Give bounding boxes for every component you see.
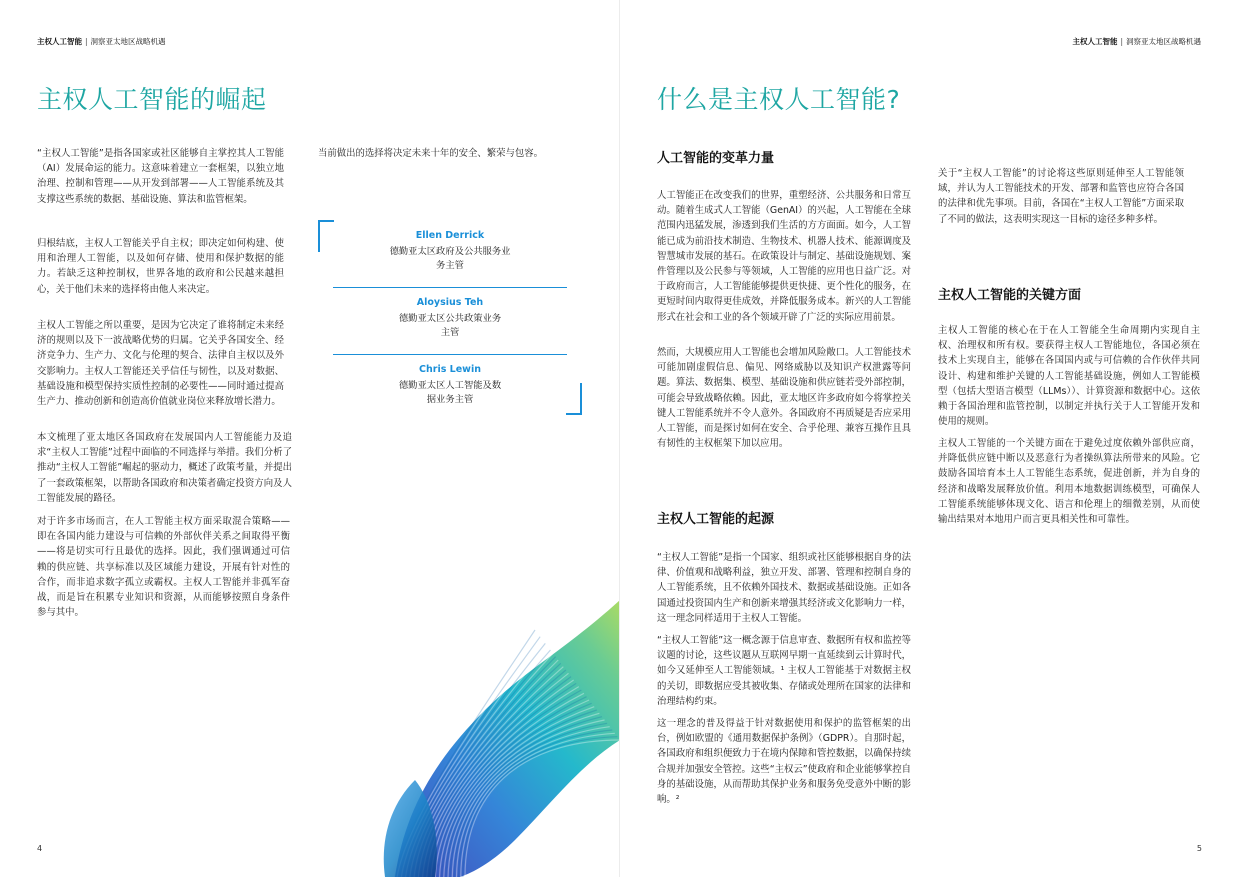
contact-card bbox=[333, 364, 567, 406]
contacts-box bbox=[318, 220, 582, 415]
contact-role: 德勤亚太区人工智能及数据业务主管 bbox=[398, 380, 502, 405]
header-section: 主权人工智能 bbox=[1072, 37, 1118, 46]
section-heading: 主权人工智能的起源 bbox=[657, 512, 775, 527]
bracket-decoration bbox=[566, 383, 582, 415]
section-heading: 人工智能的变革力量 bbox=[657, 151, 775, 166]
contact-name: Chris Lewin bbox=[419, 364, 481, 375]
page-number: 4 bbox=[37, 844, 43, 853]
page-title: 什么是主权人工智能? bbox=[657, 85, 901, 114]
body-paragraph: 然而，大规模应用人工智能也会增加风险敞口。人工智能技术可能加剧虚假信息、偏见、网络威胁以及知识产权泄露等问题。算法、数据集、模型、基础设施和供应链若受外部控制，可能会导致战略依赖。因此，亚太地区许多政府如今将掌控关键人工智能系统并不令人意外。各国政府不再质疑是否应采用人工智能，而是探讨如何在安全、合乎伦理、兼容互操作且具有韧性的主权框架下加以应用。 bbox=[657, 347, 911, 450]
wave-ribbon-graphic bbox=[365, 590, 620, 877]
header-section: 主权人工智能 bbox=[37, 37, 82, 46]
contact-card bbox=[333, 230, 567, 272]
body-paragraph: “主权人工智能”是指一个国家、组织或社区能够根据自身的法律、价值观和战略利益，独立开发、部署、管理和控制自身的人工智能系统，且不依赖外国技术、数据或基础设施。正如各国通过投资国内生产和创新来增强其经济或文化影响力一样，这一理念同样适用于主权人工智能。 bbox=[657, 552, 911, 624]
header-doc-title: 洞察亚太地区战略机遇 bbox=[90, 37, 166, 46]
contact-role: 德勤亚太区政府及公共服务业务主管 bbox=[389, 246, 511, 271]
contact-divider bbox=[333, 354, 567, 355]
contact-name: Aloysius Teh bbox=[416, 297, 484, 308]
section-heading: 主权人工智能的关键方面 bbox=[938, 288, 1082, 303]
contact-name: Ellen Derrick bbox=[415, 230, 485, 241]
body-paragraph: 归根结底，主权人工智能关乎自主权；即决定如何构建、使用和治理人工智能，以及如何存储、使用和保护数据的能力。若缺乏这种控制权，世界各地的政府和公民越来越担心，关于他们未来的选择将由他人来决定。 bbox=[37, 238, 284, 295]
body-paragraph: “主权人工智能”这一概念源于信息审查、数据所有权和监控等议题的讨论，这些议题从互联网早期一直延续到云计算时代，如今又延伸至人工智能领域。¹ 主权人工智能基于对数据主权的关切，即数据应受其被收集、存储或处理所在国家的法律和治理结构约束。 bbox=[657, 635, 911, 707]
running-header bbox=[37, 36, 166, 47]
running-header bbox=[1072, 36, 1201, 47]
header-separator: | bbox=[85, 37, 88, 46]
body-paragraph: 主权人工智能的核心在于在人工智能全生命周期内实现自主权、治理权和所有权。要获得主权人工智能地位，各国必须在技术上实现自主，能够在各国国内或与可信赖的合作伙伴共同设计、构建和维护关键的人工智能基础设施，例如人工智能模型（包括大型语言模型（LLMs））、计算资源和数据中心。这依赖于各国治理和监管控制，以制定并执行关于人工智能开发和使用的规则。 bbox=[938, 325, 1200, 428]
contact-divider bbox=[333, 287, 567, 288]
contact-role: 德勤亚太区公共政策业务主管 bbox=[398, 313, 502, 338]
wave-ribbon-illustration bbox=[365, 590, 620, 877]
header-doc-title: 洞察亚太地区战略机遇 bbox=[1126, 37, 1201, 46]
page-title: 主权人工智能的崛起 bbox=[37, 85, 267, 114]
body-paragraph: “主权人工智能”是指各国家或社区能够自主掌控其人工智能（AI）发展命运的能力。这意味着建立一套框架，以独立地治理、控制和管理——从开发到部署——人工智能系统及其支撑这些系统的数据、基础设施、算法和监管框架。 bbox=[37, 148, 284, 205]
body-paragraph: 人工智能正在改变我们的世界，重塑经济、公共服务和日常互动。随着生成式人工智能（GenAI）的兴起，人工智能在全球范围内迅猛发展，渗透到我们生活的方方面面。如今，人工智能已成为前沿技术制造、生物技术、机器人技术、能源调度及智慧城市发展的基石。在政策设计与制定、基础设施规划、案件管理以及公民参与等领域，人工智能的应用也日益广泛。对于政府而言，人工智能能够提供更快捷、更个性化的服务，在更短时间内取得更佳成效，并降低服务成本。新兴的人工智能形式在社会和工业的各个领域开辟了广泛的实际应用前景。 bbox=[657, 190, 911, 323]
body-paragraph: 这一理念的普及得益于针对数据使用和保护的监管框架的出台，例如欧盟的《通用数据保护条例》（GDPR）。自那时起，各国政府和组织便致力于在境内保障和管控数据，以确保持续合规并加强安全管控。这些“主权云”使政府和企业能够掌控自身的基础设施，从而帮助其保护业务和服务免受意外中断的影响。² bbox=[657, 718, 911, 806]
column-two-text: 当前做出的选择将决定未来十年的安全、繁荣与包容。 bbox=[318, 148, 544, 159]
right-page bbox=[620, 0, 1240, 877]
page-number: 5 bbox=[1196, 844, 1202, 853]
bracket-decoration bbox=[318, 220, 334, 252]
contact-card bbox=[333, 297, 567, 339]
body-paragraph: 关于“主权人工智能”的讨论将这些原则延伸至人工智能领域，并认为人工智能技术的开发、部署和监管也应符合各国的法律和优先事项。目前，各国在“主权人工智能”方面采取了不同的做法，这表明实现这一目标的途径多种多样。 bbox=[938, 168, 1184, 225]
body-paragraph: 主权人工智能的一个关键方面在于避免过度依赖外部供应商，并降低供应链中断以及恶意行为者操纵算法所带来的风险。它鼓励各国培育本土人工智能生态系统，促进创新，并为自身的经济和战略发展释放价值。利用本地数据训练模型，可确保人工智能系统能够体现文化、语言和伦理上的细微差别，从而使输出结果对本地用户而言更具相关性和可靠性。 bbox=[938, 438, 1200, 526]
body-paragraph: 本文梳理了亚太地区各国政府在发展国内人工智能能力及追求“主权人工智能”过程中面临的不同选择与举措。我们分析了推动“主权人工智能”崛起的驱动力，概述了政策考量，并提出了一套政策框架，以帮助各国政府和决策者确定投资方向及人工智能发展的路径。 bbox=[37, 432, 292, 504]
body-paragraph: 对于许多市场而言，在人工智能主权方面采取混合策略——即在各国内能力建设与可信赖的外部伙伴关系之间取得平衡——将是切实可行且最优的选择。因此，我们强调通过可信赖的供应链、共享标准以及区域能力建设，开展有针对性的合作，而非追求数字孤立或霸权。主权人工智能并非孤军奋战，而是旨在积累专业知识和资源，从而能够按照自身条件参与其中。 bbox=[37, 516, 290, 619]
body-paragraph: 主权人工智能之所以重要，是因为它决定了谁将制定未来经济的规则以及下一波战略优势的归属。它关乎各国安全、经济竞争力、生产力、文化与伦理的契合、法律自主权以及外交影响力。主权人工智能还关乎信任与韧性，以及对数据、基础设施和模型保持实质性控制的必要性——同时通过提高生产力、推动创新和创造高价值就业岗位来释放增长潜力。 bbox=[37, 320, 284, 408]
header-separator: | bbox=[1120, 37, 1123, 46]
